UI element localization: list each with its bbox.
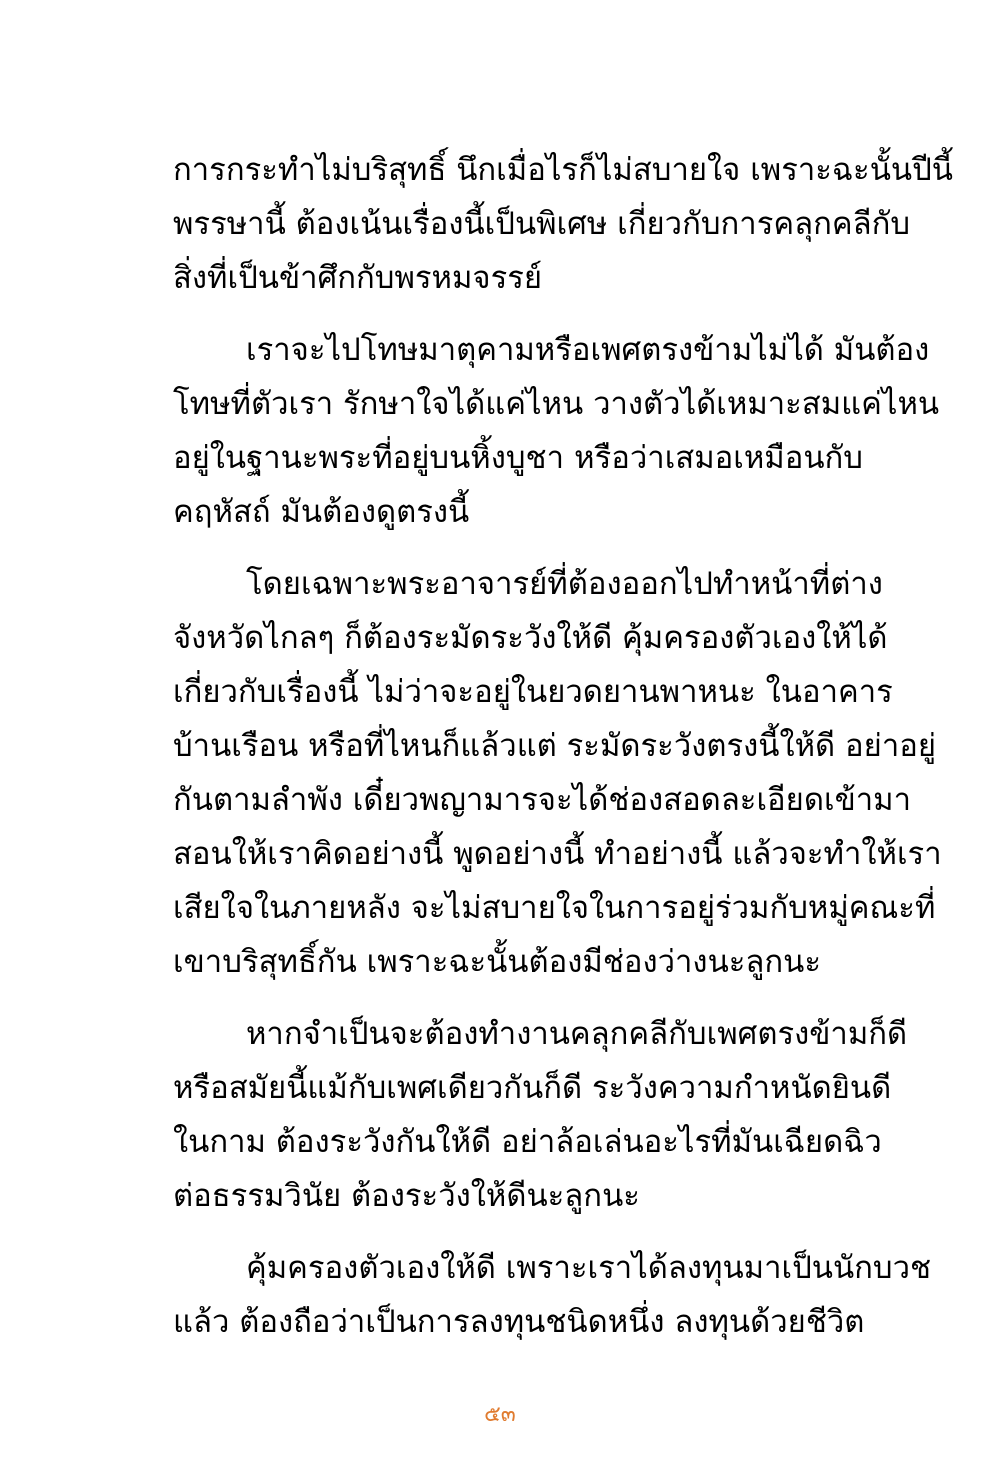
text-line: คุ้มครองตัวเองให้ดี เพราะเราได้ลงทุนมาเป็นนักบวช: [246, 1250, 932, 1286]
page-number: ๕๓: [484, 1402, 516, 1427]
text-line: ในกาม ต้องระวังกันให้ดี อย่าล้อเล่นอะไรที่มันเฉียดฉิว: [173, 1124, 882, 1160]
text-line: สอนให้เราคิดอย่างนี้ พูดอย่างนี้ ทำอย่างนี้ แล้วจะทำให้เรา: [173, 836, 942, 872]
paragraph-3: [173, 557, 942, 989]
text-line: พรรษานี้ ต้องเน้นเรื่องนี้เป็นพิเศษ เกี่ยวกับการคลุกคลีกับ: [173, 206, 911, 242]
text-line: โดยเฉพาะพระอาจารย์ที่ต้องออกไปทำหน้าที่ต่าง: [246, 566, 883, 602]
text-line: คฤหัสถ์ มันต้องดูตรงนี้: [173, 494, 470, 530]
paragraph-5: [173, 1241, 932, 1349]
paragraph-1: [173, 143, 953, 305]
text-line: แล้ว ต้องถือว่าเป็นการลงทุนชนิดหนึ่ง ลงทุนด้วยชีวิต: [173, 1304, 865, 1340]
text-line: เกี่ยวกับเรื่องนี้ ไม่ว่าจะอยู่ในยวดยานพาหนะ ในอาคาร: [173, 674, 893, 710]
text-line: บ้านเรือน หรือที่ไหนก็แล้วแต่ ระมัดระวังตรงนี้ให้ดี อย่าอยู่: [173, 728, 937, 764]
text-line: การกระทำไม่บริสุทธิ์ นึกเมื่อไรก็ไม่สบายใจ เพราะฉะนั้นปีนี้: [173, 152, 953, 188]
paragraph-2: [173, 323, 940, 539]
text-line: หากจำเป็นจะต้องทำงานคลุกคลีกับเพศตรงข้ามก็ดี: [246, 1016, 908, 1052]
text-line: หรือสมัยนี้แม้กับเพศเดียวกันก็ดี ระวังความกำหนัดยินดี: [173, 1070, 892, 1106]
text-line: เราจะไปโทษมาตุคามหรือเพศตรงข้ามไม่ได้ มันต้อง: [246, 332, 930, 368]
paragraph-4: [173, 1007, 908, 1223]
text-line: อยู่ในฐานะพระที่อยู่บนหิ้งบูชา หรือว่าเสมอเหมือนกับ: [173, 440, 863, 476]
text-line: เสียใจในภายหลัง จะไม่สบายใจในการอยู่ร่วมกับหมู่คณะที่: [173, 890, 936, 926]
text-line: ต่อธรรมวินัย ต้องระวังให้ดีนะลูกนะ: [173, 1178, 640, 1214]
body-text: [173, 143, 953, 1367]
text-line: จังหวัดไกลๆ ก็ต้องระมัดระวังให้ดี คุ้มครองตัวเองให้ได้: [173, 620, 888, 656]
text-line: กันตามลำพัง เดี๋ยวพญามารจะได้ช่องสอดละเอียดเข้ามา: [173, 782, 912, 818]
text-line: เขาบริสุทธิ์กัน เพราะฉะนั้นต้องมีช่องว่างนะลูกนะ: [173, 944, 822, 980]
text-line: โทษที่ตัวเรา รักษาใจได้แค่ไหน วางตัวได้เหมาะสมแค่ไหน: [173, 386, 940, 422]
text-line: สิ่งที่เป็นข้าศึกกับพรหมจรรย์: [173, 260, 543, 296]
